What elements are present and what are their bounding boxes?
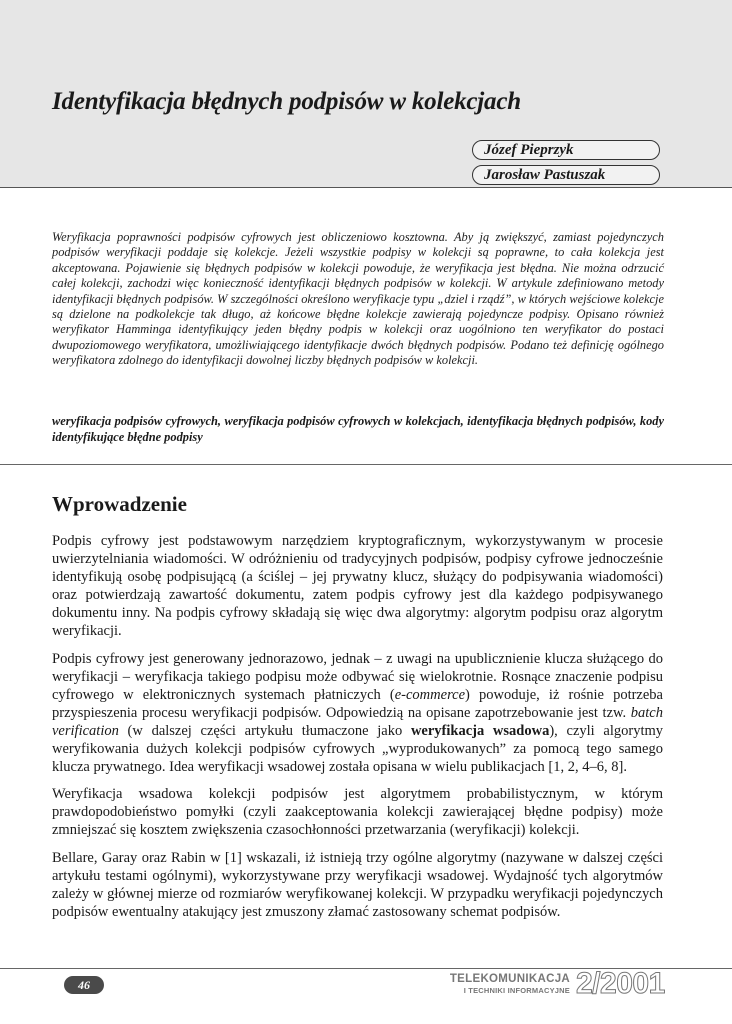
header-divider <box>0 187 732 188</box>
paragraph-2-text-4: ), czyli algorytmy weryfikowania dużych kolekcji podpisów cyfrowych „wyprodukowanych” za pomocą tego samego klucza prywatnego. Idea weryfikacji wsadowej została opisana w wielu publikacjach [1, 2, 4–6, 8]. <box>52 722 664 776</box>
journal-name-line-1: TELEKOMUNIKACJA <box>449 973 570 985</box>
issue-number: 2/2001 <box>576 967 665 1000</box>
paragraph-2-bold-term: weryfikacja wsadowa <box>410 722 550 739</box>
paragraph-2-text-1: Podpis cyfrowy jest generowany jednorazowo, jednak – z uwagi na upublicznienie klucza służącego do weryfikacji – weryfikacja takiego podpisu może odbywać się wielokrotnie. Rosnące znaczenie podpisu cyfrowego w elektronicznych systemach płatniczych ( <box>52 650 663 703</box>
paragraph-2-italic-batch-verification: batch verification <box>52 704 663 739</box>
paragraph-2-text-2: ) powoduje, iż rośnie potrzeba przyspieszenia procesu weryfikacji podpisów. Odpowiedzią na opisane zapotrzebowanie jest tzw. <box>52 686 663 721</box>
paragraph-2-italic-ecommerce: e-commerce <box>394 686 466 703</box>
journal-name-line-2: I TECHNIKI INFORMACYJNE <box>463 986 570 995</box>
journal-name <box>440 973 570 996</box>
keywords: weryfikacja podpisów cyfrowych, weryfikacja podpisów cyfrowych w kolekcjach, identyfikacja błędnych podpisów, kody identyfikujące błędne podpisy <box>52 414 664 444</box>
section-heading: Wprowadzenie <box>52 492 187 516</box>
article-title: Identyfikacja błędnych podpisów w kolekcjach <box>52 88 521 115</box>
section-divider <box>0 464 732 465</box>
paragraph-3: Weryfikacja wsadowa kolekcji podpisów jest algorytmem probabilistycznym, w którym prawdopodobieństwo pomyłki (czyli zaakceptowania kolekcji zawierającej błędne podpisy) może zmniejszać się kosztem zwiększenia czasochłonności przetwarzania (weryfikacji) kolekcji. <box>52 786 663 839</box>
page-number: 46 <box>64 976 104 994</box>
abstract: Weryfikacja poprawności podpisów cyfrowych jest obliczeniowo kosztowna. Aby ją zwiększyć, zamiast pojedynczych podpisów weryfikacji poddaje się kolekcje. Jeżeli wszystkie podpisy w kolekcji są poprawne, to cała kolekcja jest akceptowana. Pojawienie się błędnych podpisów w kolekcji powoduje, że weryfikacja jest błędna. Nie można odrzucić całej kolekcji, zachodzi więc konieczność identyfikacji błędnych podpisów w kolekcji. W artykule zdefiniowano metody identyfikacji błędnych podpisów. W szczególności określono weryfikacje typu „dziel i rządź”, w których wejściowe kolekcje są dzielone na podkolekcje tak długo, aż końcowe błędne kolekcje zawierają pojedyncze podpisy. Opisano również weryfikator Hamminga identyfikujący jeden błędny podpis w kolekcji oraz uogólniono ten weryfikator do postaci dwupoziomowego weryfikatora, umożliwiającego identyfikacje dwóch błędnych podpisów. Podano też definicję ogólnego weryfikatora zdolnego do identyfikacji dowolnej liczby błędnych podpisów w kolekcji. <box>52 230 664 368</box>
paragraph-2-text-3: (w dalszej części artykułu tłumaczone jako <box>118 722 411 739</box>
body-text <box>52 532 663 930</box>
paragraph-2 <box>52 650 663 777</box>
paragraph-1: Podpis cyfrowy jest podstawowym narzędziem kryptograficznym, wykorzystywanym w procesie uwierzytelniania wiadomości. W odróżnieniu od tradycyjnych podpisów, podpisy cyfrowe jednocześnie identyfikują osobę podpisującą (a ściślej – jej prywatny klucz, służący do podpisywania wiadomości) oraz potwierdzają zawartość dokumentu, zatem podpis cyfrowy jest dla każdego podpisywanego dokumentu inny. Na podpis cyfrowy składają się więc dwa algorytmy: algorytm podpisu oraz algorytm weryfikacji. <box>52 533 663 640</box>
author-name-2: Jarosław Pastuszak <box>472 165 660 185</box>
paragraph-4: Bellare, Garay oraz Rabin w [1] wskazali, iż istnieją trzy ogólne algorytmy (nazywane w dalszej części artykułu testami ogólnymi), wykorzystywane przy weryfikacji wsadowej. Wydajność tych algorytmów zależy w głównej mierze od rozmiarów weryfikowanej kolekcji. W przypadku weryfikacji pojedynczych podpisów ewentualny atakujący jest zmuszony złamać zastosowany schemat podpisów. <box>52 849 663 920</box>
author-name-1: Józef Pieprzyk <box>472 140 660 160</box>
